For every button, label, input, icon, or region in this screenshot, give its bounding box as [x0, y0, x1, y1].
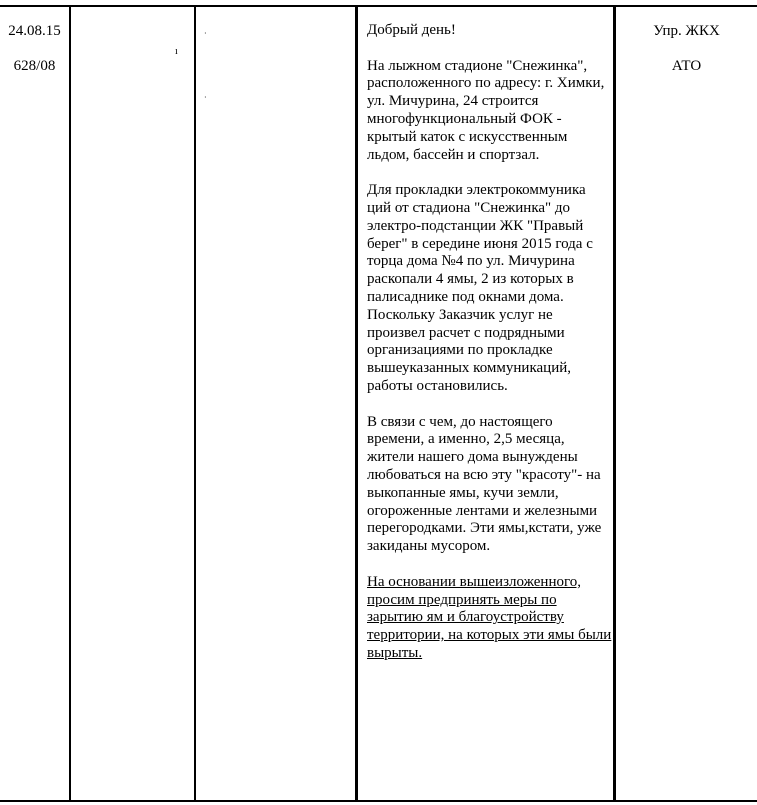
- letter-paragraph: На лыжном стадионе "Снежинка", расположенного по адресу: г. Химки, ул. Мичурина, 24 строится многофункциональный ФОК - крытый каток с искусственным льдом, бассейн и спортзал.: [367, 57, 605, 163]
- letter-greeting: Добрый день!: [367, 22, 456, 38]
- addressee-cell: [616, 7, 757, 800]
- row-number: 628/08: [13, 58, 56, 74]
- date-cell: [0, 7, 69, 800]
- empty-cell: [196, 7, 355, 800]
- addressee-line: Упр. ЖКХ: [653, 23, 720, 39]
- scan-speck: ·: [204, 29, 207, 38]
- empty-cell: [71, 7, 194, 800]
- letter-request: На основании вышеизложенного, просим предпринять меры по зарытию ям и благоустройству территории, на которых эти ямы были вырыты.: [367, 573, 612, 661]
- scan-speck: ı: [175, 46, 178, 57]
- addressee-line: АТО: [671, 58, 702, 74]
- table-bottom-border: [0, 800, 757, 802]
- row-date: 24.08.15: [8, 23, 61, 39]
- letter-paragraph: Для прокладки электрокоммуника ций от стадиона "Снежинка" до электро-подстанции ЖК "Правый берег" в середине июня 2015 года с торца дома №4 по ул. Мичурина раскопали 4 ямы, 2 из которых в палисаднике под окнами дома. Поскольку Заказчик услуг не произвел расчет с подрядными организациями по прокладке вышеуказанных коммуникаций, работы остановились.: [367, 182, 593, 394]
- letter-paragraph: В связи с чем, до настоящего времени, а именно, 2,5 месяца, жители нашего дома вынуждены любоваться на всю эту "красоту"- на выкопанные ямы, кучи земли, огороженные лентами и железными перегородками. Эти ямы,кстати, уже закиданы мусором.: [367, 413, 602, 555]
- letter-cell: [358, 7, 613, 800]
- letter-body: [367, 22, 613, 663]
- scan-speck: ·: [204, 93, 207, 102]
